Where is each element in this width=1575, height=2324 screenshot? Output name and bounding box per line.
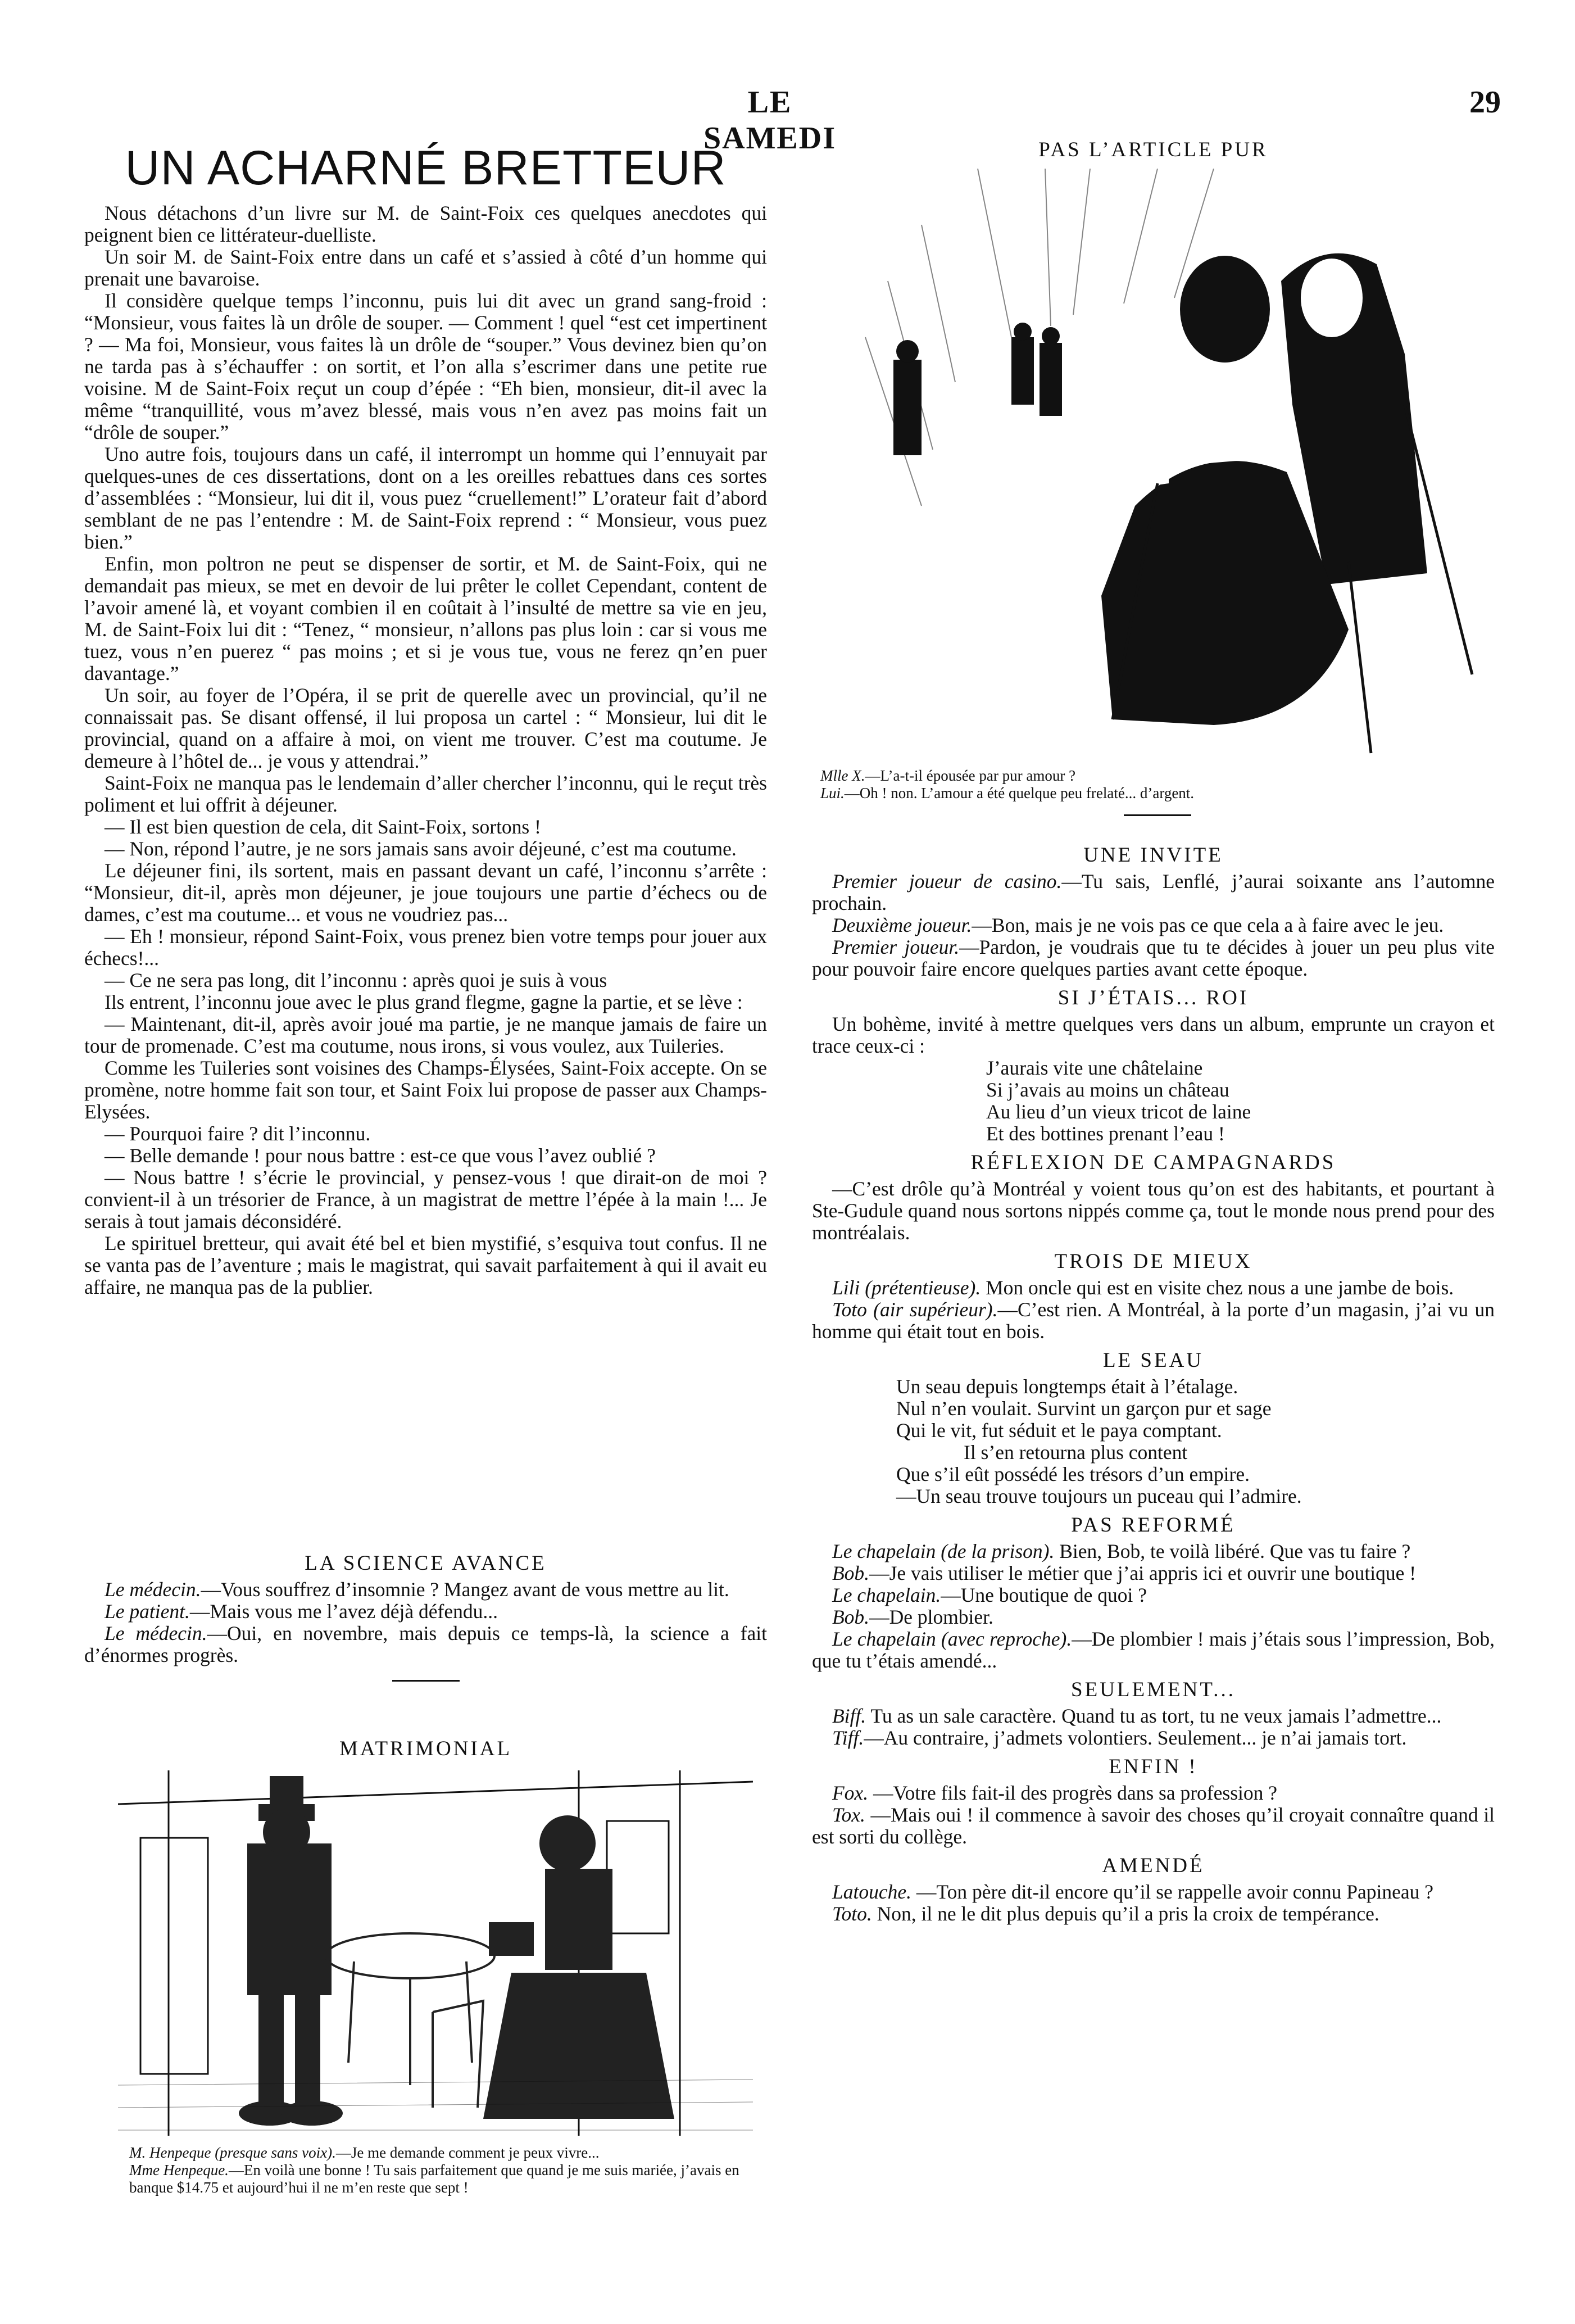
speaker: Latouche. bbox=[832, 1881, 911, 1903]
dialogue-text: —C’est rien. A Montréal, à la porte d’un magasin, j’ai vu un homme qui était tout en bois. bbox=[812, 1298, 1495, 1343]
roi-intro: Un bohème, invité à mettre quelques vers dans un album, emprunte un crayon et trace ceux-ci : bbox=[812, 1013, 1495, 1057]
article-paragraph: Le déjeuner fini, ils sortent, mais en passant devant un café, l’inconnu s’arrête : “Monsieur, dit-il, après mon déjeuner, je joue toujours une partie d’échecs ou de dames, c’est ma coutume... et vous ne voudriez pas... bbox=[84, 859, 767, 926]
dialogue-text: Non, il ne le dit plus depuis qu’il a pris la croix de tempérance. bbox=[872, 1902, 1379, 1925]
campagnards-text: —C’est drôle qu’à Montréal y voient tous qu’on est des habitants, et pourtant à Ste-Gudule quand nous sortons nippés comme ça, tout le monde nous prend pour des montréalais. bbox=[812, 1177, 1495, 1244]
article-paragraph: Il considère quelque temps l’inconnu, puis lui dit avec un grand sang-froid : “Monsieur, vous faites là un drôle de souper. — Comment ! quel “est cet impertinent ? — Ma foi, Monsieur, vous faites là un drôle de “souper.” Vous devinez bien qu’on ne tarda pas à s’échauffer : on sortit, et l’on alla s’escrimer dans une petite rue voisine. M de Saint-Foix reçut un coup d’épée : “Eh bien, monsieur, dit-il avec la même “tranquillité, vous m’avez blessé, mais vous n’en avez pas moins fait un “drôle de souper.” bbox=[84, 289, 767, 443]
article-paragraph: Le spirituel bretteur, qui avait été bel et bien mystifié, s’esquiva tout confus. Il ne se vanta pas de l’aventure ; mais le magistrat, qui savait parfaitement à qui il avait eu affaire, ne manqua pas de la publier. bbox=[84, 1232, 767, 1298]
dialogue-text: —Vous souffrez d’insomnie ? Mangez avant de vous mettre au lit. bbox=[201, 1578, 729, 1601]
speaker: Le chapelain (avec reproche). bbox=[832, 1628, 1072, 1650]
dialogue-text: —Ton père dit-il encore qu’il se rappelle avoir connu Papineau ? bbox=[911, 1881, 1434, 1903]
caption-text: —Je me demande comment je peux vivre... bbox=[335, 2144, 600, 2161]
illustration-heading: MATRIMONIAL bbox=[339, 1737, 512, 1760]
article-body bbox=[84, 202, 767, 1298]
speaker: Le patient. bbox=[105, 1600, 190, 1623]
verse-line: Nul n’en voulait. Survint un garçon pur et sage bbox=[896, 1397, 1272, 1420]
caption-text: —Oh ! non. L’amour a été quelque peu frelaté... d’argent. bbox=[844, 785, 1195, 801]
verse-line: Si j’avais au moins un château bbox=[986, 1079, 1229, 1101]
speaker: Le médecin. bbox=[105, 1622, 207, 1645]
matrimonial-illustration bbox=[118, 1770, 753, 2136]
verse-line: Au lieu d’un vieux tricot de laine bbox=[986, 1100, 1251, 1123]
verse-line: Que s’il eût possédé les trésors d’un empire. bbox=[896, 1463, 1250, 1485]
article-paragraph: Nous détachons d’un livre sur M. de Saint-Foix ces quelques anecdotes qui peignent bien ce littérateur-duelliste. bbox=[84, 202, 767, 246]
matrimonial-caption bbox=[129, 2144, 747, 2196]
dialogue-text: —Une boutique de quoi ? bbox=[941, 1584, 1147, 1606]
verse-line: Qui le vit, fut séduit et le paya comptant. bbox=[896, 1419, 1222, 1442]
speaker: Lili (prétentieuse). bbox=[832, 1276, 981, 1299]
dialogue-text: —De plombier. bbox=[869, 1606, 993, 1628]
dialogue-text: —Au contraire, j’admets volontiers. Seulement... je n’ai jamais tort. bbox=[864, 1727, 1407, 1749]
speaker: Le chapelain. bbox=[832, 1584, 941, 1606]
section-heading: SI J’ÉTAIS... ROI bbox=[1057, 986, 1249, 1009]
speaker: Premier joueur de casino. bbox=[832, 870, 1062, 893]
section-heading: SEULEMENT... bbox=[1071, 1678, 1236, 1701]
divider bbox=[1124, 814, 1191, 816]
speaker: Biff. bbox=[832, 1705, 866, 1727]
speaker: Tox. bbox=[832, 1804, 865, 1826]
ballroom-caption bbox=[820, 767, 1495, 816]
section-heading: UNE INVITE bbox=[1083, 844, 1223, 867]
speaker: Fox. bbox=[832, 1782, 869, 1804]
illustration-heading: PAS L’ARTICLE PUR bbox=[1038, 138, 1268, 161]
matrimonial-drawing bbox=[118, 1770, 753, 2136]
divider bbox=[392, 1680, 460, 1682]
speaker: Lui. bbox=[820, 785, 845, 801]
dialogue-text: —Tu sais, Lenflé, j’aurai soixante ans l’automne prochain. bbox=[812, 870, 1495, 914]
newspaper-title: LE SAMEDI bbox=[703, 85, 837, 156]
dialogue-text: —Oui, en novembre, mais depuis ce temps-là, la science a fait d’énormes progrès. bbox=[84, 1622, 767, 1666]
verse-line: Il s’en retourna plus content bbox=[964, 1441, 1188, 1464]
speaker: Mlle X. bbox=[820, 767, 865, 784]
dialogue-text: Bien, Bob, te voilà libéré. Que vas tu faire ? bbox=[1054, 1540, 1411, 1562]
article-paragraph: — Ce ne sera pas long, dit l’inconnu : après quoi je suis à vous bbox=[105, 969, 607, 991]
dialogue-text: —Bon, mais je ne vois pas ce que cela a à faire avec le jeu. bbox=[972, 914, 1444, 936]
section-heading: LA SCIENCE AVANCE bbox=[305, 1552, 547, 1575]
verse-line: J’aurais vite une châtelaine bbox=[986, 1057, 1203, 1079]
speaker: M. Henpeque (presque sans voix). bbox=[129, 2144, 336, 2161]
caption-text: —L’a-t-il épousée par pur amour ? bbox=[865, 767, 1076, 784]
article-paragraph: Un soir M. de Saint-Foix entre dans un café et s’assied à côté d’un homme qui prenait une bavaroise. bbox=[84, 246, 767, 290]
section-heading: RÉFLEXION DE CAMPAGNARDS bbox=[970, 1151, 1336, 1174]
roi-verse bbox=[812, 1057, 1495, 1145]
article-paragraph: Un soir, au foyer de l’Opéra, il se prit de querelle avec un provincial, qu’il ne connaissait pas. Se disant offensé, il lui proposa un cartel : “ Monsieur, lui dit le provincial, quand on a affaire à moi, on vient me trouver. C’est ma coutume. Je demeure à l’hôtel de... je vous y attendrai.” bbox=[84, 684, 767, 772]
seau-verse bbox=[812, 1376, 1495, 1507]
speaker: Tiff. bbox=[832, 1727, 864, 1749]
section-heading: PAS REFORMÉ bbox=[1071, 1514, 1236, 1537]
page-number: 29 bbox=[1469, 85, 1501, 120]
dialogue-text: —Je vais utiliser le métier que j’ai appris ici et ouvrir une boutique ! bbox=[869, 1562, 1417, 1584]
dialogue-text: —Votre fils fait-il des progrès dans sa profession ? bbox=[868, 1782, 1278, 1804]
right-column-body bbox=[812, 843, 1495, 1925]
speaker: Premier joueur. bbox=[832, 936, 960, 958]
section-heading: LE SEAU bbox=[1102, 1349, 1204, 1372]
article-paragraph: — Maintenant, dit-il, après avoir joué ma partie, je ne manque jamais de faire un tour de promenade. C’est ma coutume, nous irons, si vous voulez, aux Tuileries. bbox=[84, 1013, 767, 1057]
speaker: Bob. bbox=[832, 1562, 870, 1584]
article-paragraph: — Pourquoi faire ? dit l’inconnu. bbox=[105, 1122, 371, 1145]
section-heading: ENFIN ! bbox=[1109, 1755, 1198, 1778]
article-paragraph: Uno autre fois, toujours dans un café, il interrompt un homme qui l’ennuyait par quelques-unes de ces dissertations, dont on a les oreilles rebattues dans ces sortes d’assemblées : “Monsieur, lui dit il, vous puez “cruellement!” L’orateur fait d’abord semblant de ne pas l’entendre : M. de Saint-Foix reprend : “ Monsieur, vous puez bien.” bbox=[84, 443, 767, 553]
speaker: Le médecin. bbox=[105, 1578, 201, 1601]
dialogue-text: Tu as un sale caractère. Quand tu as tort, tu ne veux jamais l’admettre... bbox=[866, 1705, 1442, 1727]
speaker: Le chapelain (de la prison). bbox=[832, 1540, 1055, 1562]
article-paragraph: — Belle demande ! pour nous battre : est-ce que vous l’avez oublié ? bbox=[105, 1144, 656, 1167]
dialogue-text: —Mais vous me l’avez déjà défendu... bbox=[189, 1600, 498, 1623]
article-paragraph: — Eh ! monsieur, répond Saint-Foix, vous prenez bien votre temps pour jouer aux échecs!... bbox=[84, 925, 767, 970]
speaker: Mme Henpeque. bbox=[129, 2162, 229, 2178]
article-paragraph: — Il est bien question de cela, dit Saint-Foix, sortons ! bbox=[105, 816, 541, 838]
dialogue-text: —De plombier ! mais j’étais sous l’impression, Bob, que tu t’étais amendé... bbox=[812, 1628, 1495, 1672]
speaker: Toto (air supérieur). bbox=[832, 1298, 998, 1321]
article-title: UN ACHARNÉ BRETTEUR bbox=[125, 141, 727, 195]
article-paragraph: Ils entrent, l’inconnu joue avec le plus grand flegme, gagne la partie, et se lève : bbox=[105, 991, 743, 1013]
verse-line: Et des bottines prenant l’eau ! bbox=[986, 1122, 1225, 1145]
dialogue-text: —Pardon, je voudrais que tu te décides à jouer un peu plus vite pour pouvoir faire encore quelques parties avant cette époque. bbox=[812, 936, 1495, 980]
science-section bbox=[84, 1551, 767, 1682]
dialogue-text: Mon oncle qui est en visite chez nous a une jambe de bois. bbox=[981, 1276, 1454, 1299]
ballroom-illustration bbox=[809, 169, 1497, 764]
speaker: Bob. bbox=[832, 1606, 870, 1628]
ballroom-drawing bbox=[809, 169, 1497, 764]
article-paragraph: Saint-Foix ne manqua pas le lendemain d’aller chercher l’inconnu, qui le reçut très poliment et lui offrit à déjeuner. bbox=[84, 772, 767, 816]
article-paragraph: Enfin, mon poltron ne peut se dispenser de sortir, et M. de Saint-Foix, qui ne demandait pas mieux, se met en devoir de lui prêter le collet Cependant, content de l’avoir amené là, et voyant combien il en coûtait à l’insulté de mettre sa vie en jeu, M. de Saint-Foix lui dit : “Tenez, “ monsieur, n’allons pas plus loin : car si vous me tuez, vous n’en puerez “ pas moins ; et si je vous tue, vous ne ferez qn’en puer davantage.” bbox=[84, 552, 767, 685]
verse-line: —Un seau trouve toujours un puceau qui l’admire. bbox=[896, 1485, 1302, 1507]
dialogue-text: —Mais oui ! il commence à savoir des choses qu’il croyait connaître quand il est sorti du collège. bbox=[812, 1804, 1495, 1848]
verse-line: Un seau depuis longtemps était à l’étalage. bbox=[896, 1375, 1238, 1398]
speaker: Toto. bbox=[832, 1902, 872, 1925]
caption-text: —En voilà une bonne ! Tu sais parfaitement que quand je me suis mariée, j’avais en banque $14.75 et aujourd’hui il ne m’en reste que sept ! bbox=[129, 2162, 739, 2196]
article-paragraph: — Non, répond l’autre, je ne sors jamais sans avoir déjeuné, c’est ma coutume. bbox=[105, 837, 737, 860]
section-heading: TROIS DE MIEUX bbox=[1054, 1250, 1252, 1273]
speaker: Deuxième joueur. bbox=[832, 914, 972, 936]
section-heading: AMENDÉ bbox=[1102, 1854, 1205, 1877]
article-paragraph: — Nous battre ! s’écrie le provincial, y pensez-vous ! que dirait-on de moi ? convient-il à un trésorier de France, à un magistrat de mettre l’épée à la main !... Je serais à tout jamais déconsidéré. bbox=[84, 1166, 767, 1233]
article-paragraph: Comme les Tuileries sont voisines des Champs-Élysées, Saint-Foix accepte. On se promène, notre homme fait son tour, et Saint Foix lui propose de passer aux Champs-Elysées. bbox=[84, 1057, 767, 1123]
